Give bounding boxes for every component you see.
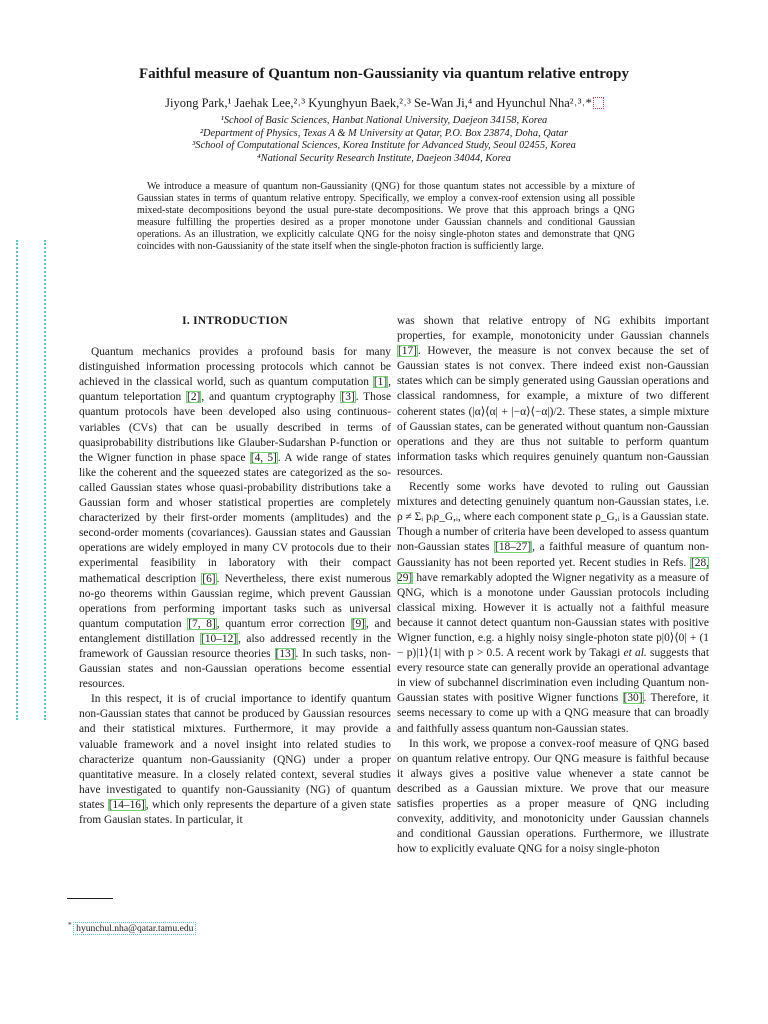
arxiv-stamp-link-box[interactable] — [16, 240, 46, 720]
citation-link[interactable]: [10–12] — [201, 632, 238, 645]
citation-link[interactable]: [3] — [341, 391, 355, 404]
text-run: . In such tasks, non-Gaussian states and non-Gaussian operations become essential resources. — [79, 647, 391, 691]
text-run: . Nevertheless, there exist numerous no-go theorems within Gaussian regime, which prevent Gaussian operations from performing important tasks such as universal quantum computation — [79, 572, 391, 630]
paper-title: Faithful measure of Quantum non-Gaussianity via quantum relative entropy — [138, 66, 630, 82]
citation-link[interactable]: [2] — [187, 391, 201, 404]
text-run: was shown that relative entropy of NG exhibits important properties, for example, monotonicity under Gaussian channels — [397, 315, 709, 343]
citation-link[interactable]: [30] — [623, 692, 643, 705]
paragraph — [397, 480, 709, 737]
text-run: Quantum mechanics provides a profound basis for many distinguished information processing protocols which cannot be achieved in the classical world, such as quantum computation — [79, 346, 391, 389]
footnote-rule — [67, 898, 113, 899]
text-run: . Therefore, it seems necessary to come up with a QNG measure that can broadly and faithfully assess quantum non-Gaussian states. — [397, 692, 709, 735]
text-run: In this respect, it is of crucial importance to identify quantum non-Gaussian states that cannot be produced by Gaussian resources and their statistical mixtures. Furthermore, it may provide a valuable framework and a novel insight into related studies to characterize quantum non-Gaussianity (QNG) under a proper quantitative measure. In a closely related context, several studies have investigated to quantify non-Gaussianity (NG) of quantum states — [79, 693, 391, 811]
citation-link[interactable]: [9] — [351, 617, 365, 630]
citation-link[interactable]: [18–27] — [495, 541, 532, 554]
text-run: , a faithful measure of quantum non-Gaussianity has not been reported yet. Recent studies in Refs. — [397, 541, 710, 569]
affiliation-1: ¹School of Basic Sciences, Hanbat National University, Daejeon 34158, Korea — [220, 115, 548, 126]
paragraph — [79, 692, 391, 828]
footnote-link-box[interactable] — [594, 98, 603, 108]
affiliations — [40, 115, 728, 165]
affiliation-3: ³School of Computational Sciences, Korea Institute for Advanced Study, Seoul 02455, Korea — [192, 140, 576, 152]
text-run: , which only represents the departure of a given state from Gausian states. In particular, it — [79, 798, 392, 826]
citation-link[interactable]: [17] — [398, 345, 417, 358]
footnote-marker: * — [68, 920, 72, 929]
citation-link[interactable]: [1] — [373, 376, 388, 389]
paragraph — [397, 314, 709, 480]
text-run: , quantum error correction — [216, 617, 351, 630]
section-heading: I. INTRODUCTION — [182, 315, 288, 327]
abstract: We introduce a measure of quantum non-Gaussianity (QNG) for those quantum states not accessible by a mixture of Gaussian states in terms of quantum relative entropy. Specifically, we employ a convex-roof extension using all possible mixed-state decompositions beyond the usual pure-state decompositions. We prove that this approach brings a QNG measure fulfilling the properties desired as a proper monotone under Gaussian channels and conditional Gaussian operations. As an illustration, we explicitly calculate QNG for the noisy single-photon states and demonstrate that QNG coincides with non-Gaussianity of the state itself when the single-photon fraction is sufficiently large. — [137, 181, 635, 253]
paragraph — [397, 737, 709, 858]
citation-link[interactable]: [28, 29] — [397, 556, 709, 584]
text-run: , quantum teleportation — [79, 376, 391, 404]
citation-link[interactable]: [14–16] — [108, 798, 145, 811]
citation-link[interactable]: [6] — [202, 572, 216, 585]
text-run: et al. — [623, 647, 647, 660]
email-link[interactable]: hyunchul.nha@qatar.tamu.edu — [76, 923, 194, 935]
citation-link[interactable]: [13] — [275, 647, 295, 660]
text-run: , and entanglement distillation — [79, 617, 391, 645]
author-names: Jiyong Park,¹ Jaehak Lee,²˒³ Kyunghyun Baek,²˒³ Se-Wan Ji,⁴ and Hyunchul Nha²˒³˒* — [165, 96, 592, 110]
text-run: . However, the measure is not convex because the set of Gaussian states is not convex. There indeed exist non-Gaussian states which can be simply generated using Gaussian operations and classical randomness, for example, a mixture of two different coherent states (|α⟩⟨α| + |−α⟩⟨−α|)/2. These states, a simple mixture of Gaussian states, can be generated without quantum non-Gaussian operations and they are thus not suitable to perform quantum information tasks which requires genuinely quantum non-Gaussian resources. — [397, 345, 709, 478]
citation-link[interactable]: [4, 5] — [250, 451, 277, 464]
left-column — [79, 314, 391, 828]
footnote — [68, 920, 195, 934]
text-run: , and quantum cryptography — [201, 391, 341, 404]
text-run: suggests that every resource state can generally provide an operational advantage in view of subchannel discrimination even including Quantum non-Gaussian states with positive Wigner functions — [397, 647, 709, 705]
paragraph — [79, 345, 391, 692]
text-run: . A wide range of states like the coherent and the squeezed states are categorized as the so-called Gaussian states whose quasi-probability distributions take a Gaussian form and whoser statistical properties are completely characterized by their first-order moments (amplitudes) and the second-order moments (covariances). Gaussian states and Gaussian operations are widely employed in many CV protocols due to their experimental feasibility in laboratory with their compact mathematical description — [79, 451, 391, 585]
author-list — [40, 96, 728, 111]
citation-link[interactable]: [7, 8] — [188, 617, 216, 630]
text-run: have remarkably adopted the Wigner negativity as a measure of QNG, which is a monotone under Gaussian protocols including classical mixing. However it is actually not a faithful measure because it cannot detect quantum non-Gaussian states with positive Wigner function, e.g. a highly noisy single-photon state p|0⟩⟨0| + (1 − p)|1⟩⟨1| with p > 0.5. A recent work by Takagi — [397, 571, 709, 660]
affiliation-2: ²Department of Physics, Texas A & M University at Qatar, P.O. Box 23874, Doha, Qatar — [199, 127, 569, 139]
text-run: , also addressed recently in the framework of Gaussian resource theories — [79, 632, 392, 660]
right-column — [397, 314, 709, 857]
text-run: . Those quantum protocols have been developed also using continuous-variables (CVs) that can be usually described in terms of quasiprobability distributions like Glauber-Sudarshan P-function or the Wigner function in phase space — [79, 391, 391, 464]
text-run: Recently some works have devoted to ruling out Gaussian mixtures and detecting genuinely quantum non-Gaussian states, i.e. ρ ≠ Σᵢ pᵢρ_G,ᵢ, where each component state ρ_G,ᵢ is a Gaussian state. Though a number of criteria have been developed to assess quantum non-Gaussian states — [397, 481, 709, 554]
affiliation-4: ⁴National Security Research Institute, Daejeon 34044, Korea — [257, 152, 511, 164]
text-run: In this work, we propose a convex-roof measure of QNG based on quantum relative entropy. Our QNG measure is faithful because it always gives a positive value whenever a state cannot be described as a Gaussian mixture. We prove that our measure satisfies properties as a proper measure of QNG including convexity, additivity, and monotonicity under Gaussian channels and conditional Gaussian operations. Furthermore, we illustrate how to explicitly evaluate QNG for a noisy single-photon — [397, 737, 709, 856]
